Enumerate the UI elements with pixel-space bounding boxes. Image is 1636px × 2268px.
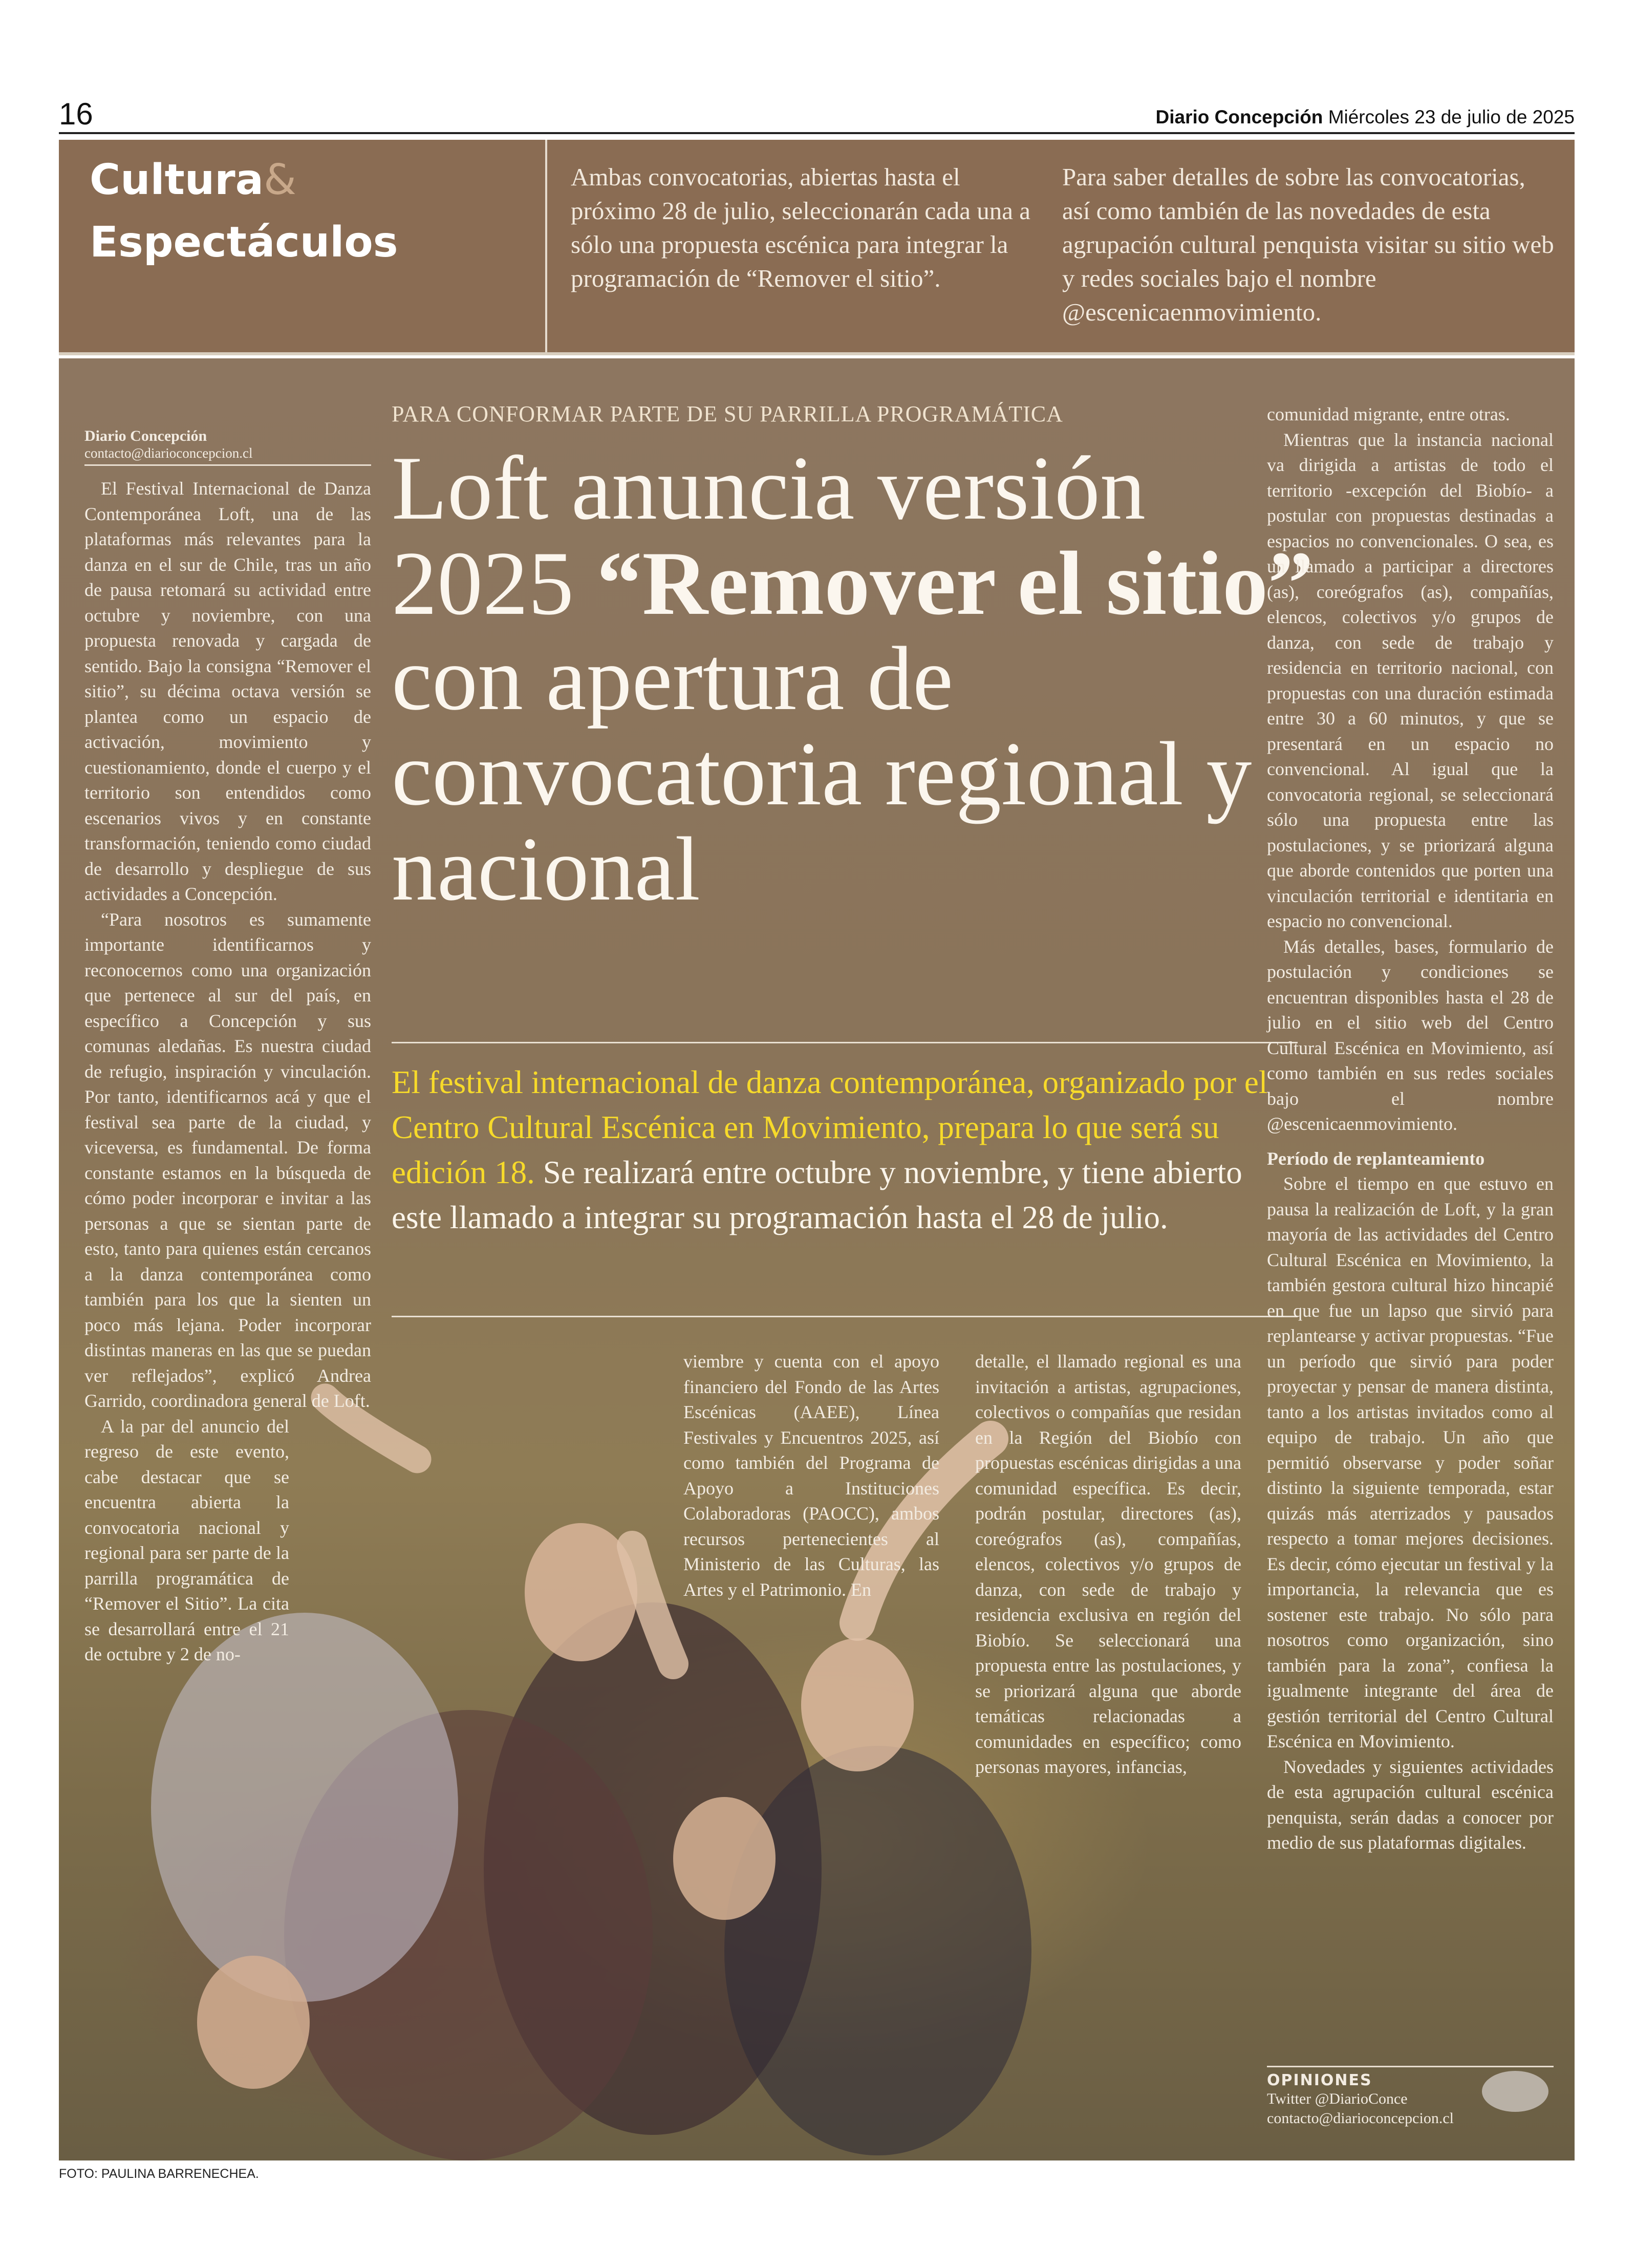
kicker: PARA CONFORMAR PARTE DE SU PARRILLA PROGRAMÁTICA bbox=[392, 401, 1063, 426]
subhead: Período de replanteamiento bbox=[1267, 1148, 1485, 1169]
dancer-face bbox=[197, 1956, 310, 2089]
header-rule bbox=[59, 132, 1575, 134]
article-column-2 bbox=[683, 1349, 939, 1602]
section-ampersand: & bbox=[264, 156, 296, 204]
section-word-cultura: Cultura bbox=[90, 156, 264, 204]
deck-rule-top bbox=[392, 1042, 1298, 1043]
headline bbox=[392, 437, 1328, 919]
dateline bbox=[1156, 106, 1575, 128]
section-title bbox=[90, 149, 398, 274]
article-column-3 bbox=[975, 1349, 1241, 1780]
opinion-twitter[interactable]: Twitter @DiarioConce bbox=[1267, 2090, 1408, 2107]
headline-part2: con apertura de convocatoria regional y nacional bbox=[392, 628, 1252, 919]
paragraph: Mientras que la instancia nacional va dirigida a artistas de todo el territorio -excepción del Biobío- a postular con propuestas destinadas a espacios no convencionales. O sea, es un llamado a participar a directores (as), coreógrafos (as), compañías, elencos, colectivos y/o grupos de danza, con sede de trabajo y residencia en territorio nacional, con propuestas con una duración estimada entre 30 a 60 minutos, y que se presentará en un espacio no convencional. Al igual que la convocatoria regional, se seleccionará sólo una propuesta entre las postulaciones, y se priorizará alguna que aborde contenidos que porten una vinculación territorial e identitaria en espacio no convencional. bbox=[1267, 429, 1554, 931]
banner-blurb-info: Para saber detalles de sobre las convocatorias, así como también de las novedades de esta agrupación cultural penquista visitar su sitio web y redes sociales bajo el nombre @escenicaenmovimiento. bbox=[1062, 163, 1554, 326]
article-column-1 bbox=[84, 427, 371, 1667]
banner-rule bbox=[59, 352, 1575, 355]
byline: Diario Concepción bbox=[84, 427, 207, 444]
paragraph: El Festival Internacional de Danza Contemporánea Loft, una de las plataformas más relevantes para la danza en el sur de Chile, tras un año de pausa retomará su actividad entre octubre y noviembre, con una propuesta renovada y cargada de sentido. Bajo la consigna “Remover el sitio”, su décima octava versión se plantea como un espacio de activación, movimiento y cuestionamiento, donde el cuerpo y el territorio son entendidos como escenarios vivos y en constante transformación, teniendo como ciudad de desarrollo y despliegue de sus actividades a Concepción. bbox=[84, 478, 371, 904]
dancer-figure bbox=[151, 1613, 458, 2002]
banner-divider bbox=[545, 140, 547, 352]
headline-bold: “Remover el sitio” bbox=[596, 532, 1314, 634]
banner-blurb-deadline: Ambas convocatorias, abiertas hasta el próximo 28 de julio, seleccionarán cada una a sólo una propuesta escénica para integrar la programación de “Remover el sitio”. bbox=[571, 163, 1030, 292]
speech-bubble-icon bbox=[1482, 2071, 1548, 2112]
paragraph: viembre y cuenta con el apoyo financiero del Fondo de las Artes Escénicas (AAEE), Línea Festivales y Encuentros 2025, así como también del Programa de Apoyo a Instituciones Colaboradoras (PAOCC), ambos recursos pertenecientes al Ministerio de las Culturas, las Artes y el Patrimonio. En bbox=[683, 1351, 939, 1600]
headline-part1: Loft anuncia versión 2025 bbox=[392, 437, 1146, 634]
deck bbox=[392, 1060, 1298, 1240]
dancer-figure bbox=[724, 1746, 1031, 2155]
deck-rule-bottom bbox=[392, 1316, 1298, 1317]
issue-date: Miércoles 23 de julio de 2025 bbox=[1328, 106, 1575, 127]
byline-email: contacto@diarioconcepcion.cl bbox=[84, 445, 371, 466]
deck-highlight: El festival internacional de danza contemporánea, organizado por el Centro Cultural Escénica en Movimiento, prepara lo que será su edición 18. bbox=[392, 1064, 1268, 1190]
paragraph: detalle, el llamado regional es una invitación a artistas, agrupaciones, colectivos o compañías que residan en la Región del Biobío con propuestas escénicas dirigidas a una comunidad específica. Es decir, podrán postular, directores (as), coreógrafos (as), compañías, elencos, colectivos y/o grupos de danza, con sede de trabajo y residencia exclusiva en región del Biobío. Se seleccionará una propuesta entre las postulaciones, y se priorizará alguna que aborde temáticas relacionadas a comunidades en específico; como personas mayores, infancias, bbox=[975, 1351, 1241, 1777]
dancer-face bbox=[673, 1797, 776, 1920]
paragraph: “Para nosotros es sumamente importante identificarnos y reconocernos como una organización que pertenece al sur del país, en específico a Concepción y sus comunas aledañas. Es nuestra ciudad de refugio, inspiración y vinculación. Por tanto, identificarnos acá y que el festival sea parte de la ciudad, y viceversa, es fundamental. De forma constante estamos en la búsqueda de cómo poder incorporar e invitar a las personas a que se sientan parte de esto, tanto para quienes están cercanos a la danza contemporánea como también para los que la sienten un poco más lejana. Poder incorporar distintas maneras en las que se puedan ver reflejados”, explicó Andrea Garrido, coordinadora general de Loft. bbox=[84, 909, 371, 1411]
opinion-email[interactable]: contacto@diarioconcepcion.cl bbox=[1267, 2110, 1454, 2127]
section-word-espectaculos: Espectáculos bbox=[90, 218, 398, 267]
paragraph: comunidad migrante, entre otras. bbox=[1267, 404, 1510, 424]
section-banner bbox=[59, 140, 1575, 352]
publication-name: Diario Concepción bbox=[1155, 106, 1323, 127]
page-number: 16 bbox=[59, 97, 93, 131]
opinion-title: OPINIONES bbox=[1267, 2071, 1372, 2089]
paragraph: A la par del anuncio del regreso de este evento, cabe destacar que se encuentra abierta la convocatoria nacional y regional para ser parte de la parrilla programática de “Remover el Sitio”. La cita se desarrollará entre el 21 de octubre y 2 de no- bbox=[84, 1416, 289, 1664]
dancer-face bbox=[801, 1638, 914, 1771]
article-photo-area bbox=[59, 358, 1575, 2160]
deck-rest: Se realizará entre octubre y noviembre, y tiene abierto este llamado a integrar su programación hasta el 28 de julio. bbox=[392, 1154, 1242, 1235]
photo-credit: FOTO: PAULINA BARRENECHEA. bbox=[59, 2167, 259, 2181]
paragraph: Novedades y siguientes actividades de esta agrupación cultural escénica penquista, serán dadas a conocer por medio de sus plataformas digitales. bbox=[1267, 1756, 1554, 1853]
paragraph: Más detalles, bases, formulario de postulación y condiciones se encuentran disponibles hasta el 28 de julio en el sitio web del Centro Cultural Escénica en Movimiento, así como también en sus redes sociales bajo el nombre @escenicaenmovimiento. bbox=[1267, 936, 1554, 1134]
article-column-4 bbox=[1267, 402, 1554, 1856]
paragraph: Sobre el tiempo en que estuvo en pausa la realización de Loft, y la gran mayoría de las actividades del Centro Cultural Escénica en Movimiento, la también gestora cultural hizo hincapié en que fue un lapso que sirvió para replantearse y activar propuestas. “Fue un período que sirvió para poder proyectar y pensar de manera distinta, tanto a los artistas invitados como al equipo de trabajo. Un año que permitió observarse y poder soñar distinto la siguiente temporada, estar quizás más aterrizados y pausados respecto a tomar mejores decisiones. Es decir, cómo ejecutar un festival y la importancia, la relevancia que es sostener este trabajo. No sólo para nosotros como organización, sino también para la zona”, confiesa la igualmente integrante del área de gestión territorial del Centro Cultural Escénica en Movimiento. bbox=[1267, 1173, 1554, 1751]
